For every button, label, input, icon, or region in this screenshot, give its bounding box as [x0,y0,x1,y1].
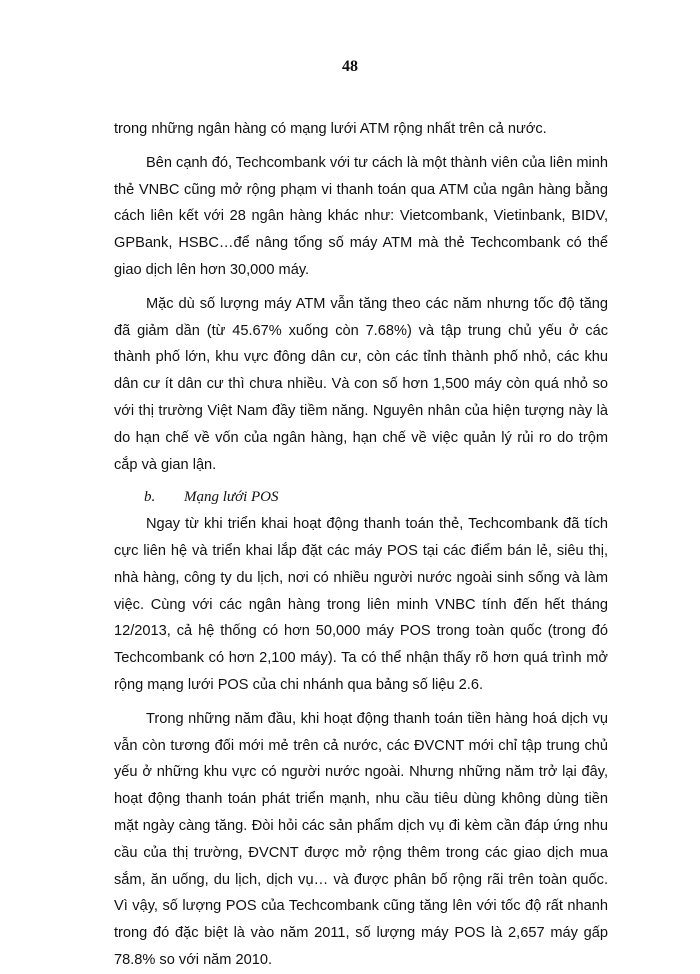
section-marker: b. [144,489,156,506]
paragraph-vnbc-atm: Bên cạnh đó, Techcombank với tư cách là một thành viên của liên minh thẻ VNBC cũng mở rộng phạm vi thanh toán qua ATM của ngân hàng bằng cách liên kết với 28 ngân hàng khác như: Vietcombank, Vietinbank, BIDV, GPBank, HSBC…để nâng tổng số máy ATM mà thẻ Techcombank có thể giao dịch lên hơn 30,000 máy. [114,154,609,278]
body-text [114,116,608,974]
paragraph-pos-deployment: Ngay từ khi triển khai hoạt động thanh toán thẻ, Techcombank đã tích cực liên hệ và triển khai lắp đặt các máy POS tại các điểm bán lẻ, siêu thị, nhà hàng, công ty du lịch, nơi có nhiều người nước ngoài sinh sống và làm việc. Cùng với các ngân hàng trong liên minh VNBC tính đến hết tháng 12/2013, cả hệ thống có hơn 50,000 máy POS trong toàn quốc (trong đó Techcombank có hơn 2,100 máy). Ta có thể nhận thấy rõ hơn quá trình mở rộng mạng lưới POS của chi nhánh qua bảng số liệu 2.6. [114,516,608,693]
paragraph-pos-growth: Trong những năm đầu, khi hoạt động thanh toán tiền hàng hoá dịch vụ vẫn còn tương đối mới mẻ trên cả nước, các ĐVCNT mới chỉ tập trung chủ yếu ở những khu vực có người nước ngoài. Nhưng những năm trở lại đây, hoạt động thanh toán phát triển mạnh, nhu cầu tiêu dùng không dùng tiền mặt ngày càng tăng. Đòi hỏi các sản phẩm dịch vụ đi kèm cần đáp ứng nhu cầu của thị trường, ĐVCNT được mở rộng thêm trong các giao dịch mua sắm, ăn uống, du lịch, dịch vụ… và được phân bố rộng rãi trên toàn quốc. Vì vậy, số lượng POS của Techcombank cũng tăng lên với tốc độ rất nhanh trong đó đặc biệt là vào năm 2011, số lượng máy POS là 2,657 máy gấp 78.8% so với năm 2010. [114,710,608,968]
page-number: 48 [342,58,358,75]
paragraph-atm-growth: Mặc dù số lượng máy ATM vẫn tăng theo các năm nhưng tốc độ tăng đã giảm dần (từ 45.67% xuống còn 7.68%) và tập trung chủ yếu ở các thành phố lớn, khu vực đông dân cư, còn các tỉnh thành phố nhỏ, các khu dân cư ít dân cư thì chưa nhiều. Và con số hơn 1,500 máy còn quá nhỏ so với thị trường Việt Nam đầy tiềm năng. Nguyên nhân của hiện tượng này là do hạn chế về vốn của ngân hàng, hạn chế về việc quản lý rủi ro do trộm cắp và gian lận. [114,295,608,473]
paragraph-continuation: trong những ngân hàng có mạng lưới ATM rộng nhất trên cả nước. [114,121,547,137]
section-title: Mạng lưới POS [184,489,279,506]
section-heading-pos [114,484,608,511]
